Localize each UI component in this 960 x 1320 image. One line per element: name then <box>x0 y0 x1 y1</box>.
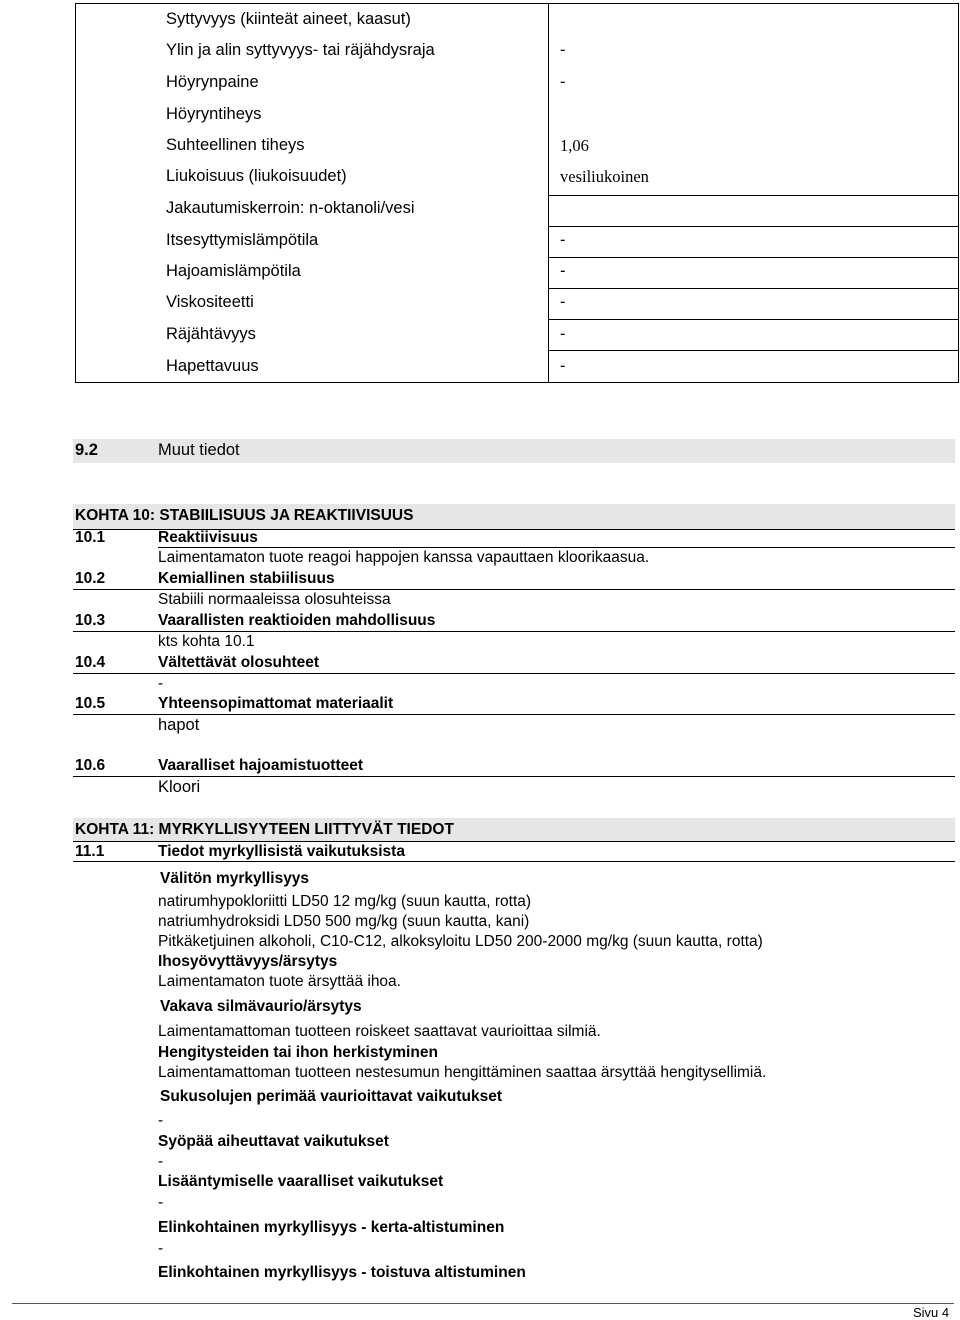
item-title: Reaktiivisuus <box>158 529 258 546</box>
item-text: Stabiili normaaleissa olosuhteissa <box>158 591 391 608</box>
item-text: kts kohta 10.1 <box>158 633 255 650</box>
item-underline <box>73 861 955 862</box>
item-title: Tiedot myrkyllisistä vaikutuksista <box>158 843 405 860</box>
acute-toxicity-line: natirumhypokloriitti LD50 12 mg/kg (suun kautta, rotta) <box>158 893 532 910</box>
sensitisation-text: Laimentamattoman tuotteen nestesumun hengittäminen saattaa ärsyttää hengitysellimiä. <box>158 1064 767 1081</box>
item-number: 11.1 <box>75 843 105 860</box>
property-label: Liukoisuus (liukoisuudet) <box>166 167 347 185</box>
property-label: Itsesyttymislämpötila <box>166 231 319 249</box>
item-title: Vaaralliset hajoamistuotteet <box>158 757 364 774</box>
property-label: Jakautumiskerroin: n-oktanoli/vesi <box>166 199 415 217</box>
page-number: Sivu 4 <box>913 1305 950 1320</box>
section-9-2-title: Muut tiedot <box>158 441 240 459</box>
item-underline <box>73 673 955 674</box>
item-number: 10.3 <box>75 612 106 629</box>
eye-damage-text: Laimentamattoman tuotteen roiskeet saattavat vaurioittaa silmiä. <box>158 1023 601 1040</box>
mutagenicity-heading: Sukusolujen perimää vaurioittavat vaikutukset <box>160 1088 502 1105</box>
property-label: Hajoamislämpötila <box>166 262 301 280</box>
item-title: Kemiallinen stabiilisuus <box>158 570 335 587</box>
item-text: Kloori <box>158 778 201 796</box>
property-label: Ylin ja alin syttyvyys- tai räjähdysraja <box>166 41 435 59</box>
item-underline <box>158 547 955 548</box>
property-label: Höyryntiheys <box>166 105 262 123</box>
property-label: Höyrynpaine <box>166 73 259 91</box>
properties-table-rowline <box>549 195 958 196</box>
properties-table-rowline <box>549 226 958 227</box>
stot-single-heading: Elinkohtainen myrkyllisyys - kerta-altistuminen <box>158 1219 505 1236</box>
item-underline <box>73 589 955 590</box>
property-value: - <box>560 293 566 311</box>
stot-repeated-heading: Elinkohtainen myrkyllisyys - toistuva altistuminen <box>158 1264 526 1281</box>
item-title: Vältettävät olosuhteet <box>158 654 320 671</box>
item-text: Laimentamaton tuote reagoi happojen kanssa vapauttaen kloorikaasua. <box>158 549 650 566</box>
acute-toxicity-line: Pitkäketjuinen alkoholi, C10-C12, alkoksyloitu LD50 200-2000 mg/kg (suun kautta, rotta) <box>158 933 763 950</box>
property-value: - <box>560 325 566 343</box>
item-underline <box>73 631 955 632</box>
reproductive-toxicity-heading: Lisääntymiselle vaaralliset vaikutukset <box>158 1173 444 1190</box>
section-11-title: KOHTA 11: MYRKYLLISYYTEEN LIITTYVÄT TIEDOT <box>75 821 454 838</box>
section-10-title: KOHTA 10: STABIILISUUS JA REAKTIIVISUUS <box>75 507 414 524</box>
properties-table-rowline <box>549 288 958 289</box>
item-number: 10.1 <box>75 529 106 546</box>
acute-toxicity-heading: Välitön myrkyllisyys <box>160 870 310 887</box>
footer-rule <box>12 1303 954 1304</box>
skin-irritation-text: Laimentamaton tuote ärsyttää ihoa. <box>158 973 401 990</box>
item-number: 10.4 <box>75 654 106 671</box>
property-label: Viskositeetti <box>166 293 254 311</box>
property-value: - <box>560 357 566 375</box>
item-number: 10.5 <box>75 695 106 712</box>
section-9-2-number: 9.2 <box>75 441 98 459</box>
property-value: - <box>560 262 566 280</box>
eye-damage-heading: Vakava silmävaurio/ärsytys <box>160 998 362 1015</box>
stot-single-text: - <box>158 1240 164 1257</box>
item-number: 10.6 <box>75 757 106 774</box>
item-underline <box>73 714 955 715</box>
property-label: Suhteellinen tiheys <box>166 136 305 154</box>
property-value: - <box>560 41 566 59</box>
acute-toxicity-line: natriumhydroksidi LD50 500 mg/kg (suun kautta, kani) <box>158 913 530 930</box>
property-value: - <box>560 73 566 91</box>
mutagenicity-text: - <box>158 1112 164 1129</box>
property-value: vesiliukoinen <box>560 167 649 186</box>
property-value: 1,06 <box>560 136 589 155</box>
property-value: - <box>560 231 566 249</box>
properties-table-rowline <box>549 257 958 258</box>
item-title: Yhteensopimattomat materiaalit <box>158 695 394 712</box>
properties-table-rowline <box>549 319 958 320</box>
reproductive-toxicity-text: - <box>158 1194 164 1211</box>
item-underline <box>73 776 955 777</box>
properties-table-rowline <box>549 350 958 351</box>
item-title: Vaarallisten reaktioiden mahdollisuus <box>158 612 436 629</box>
item-text: - <box>158 675 164 692</box>
carcinogenicity-heading: Syöpää aiheuttavat vaikutukset <box>158 1133 389 1150</box>
sensitisation-heading: Hengitysteiden tai ihon herkistyminen <box>158 1044 438 1061</box>
skin-irritation-heading: Ihosyövyttävyys/ärsytys <box>158 953 338 970</box>
carcinogenicity-text: - <box>158 1153 164 1170</box>
item-number: 10.2 <box>75 570 106 587</box>
item-text: hapot <box>158 716 200 734</box>
property-label: Hapettavuus <box>166 357 259 375</box>
properties-table-divider <box>548 3 549 383</box>
property-label: Syttyvyys (kiinteät aineet, kaasut) <box>166 10 411 28</box>
property-label: Räjähtävyys <box>166 325 256 343</box>
